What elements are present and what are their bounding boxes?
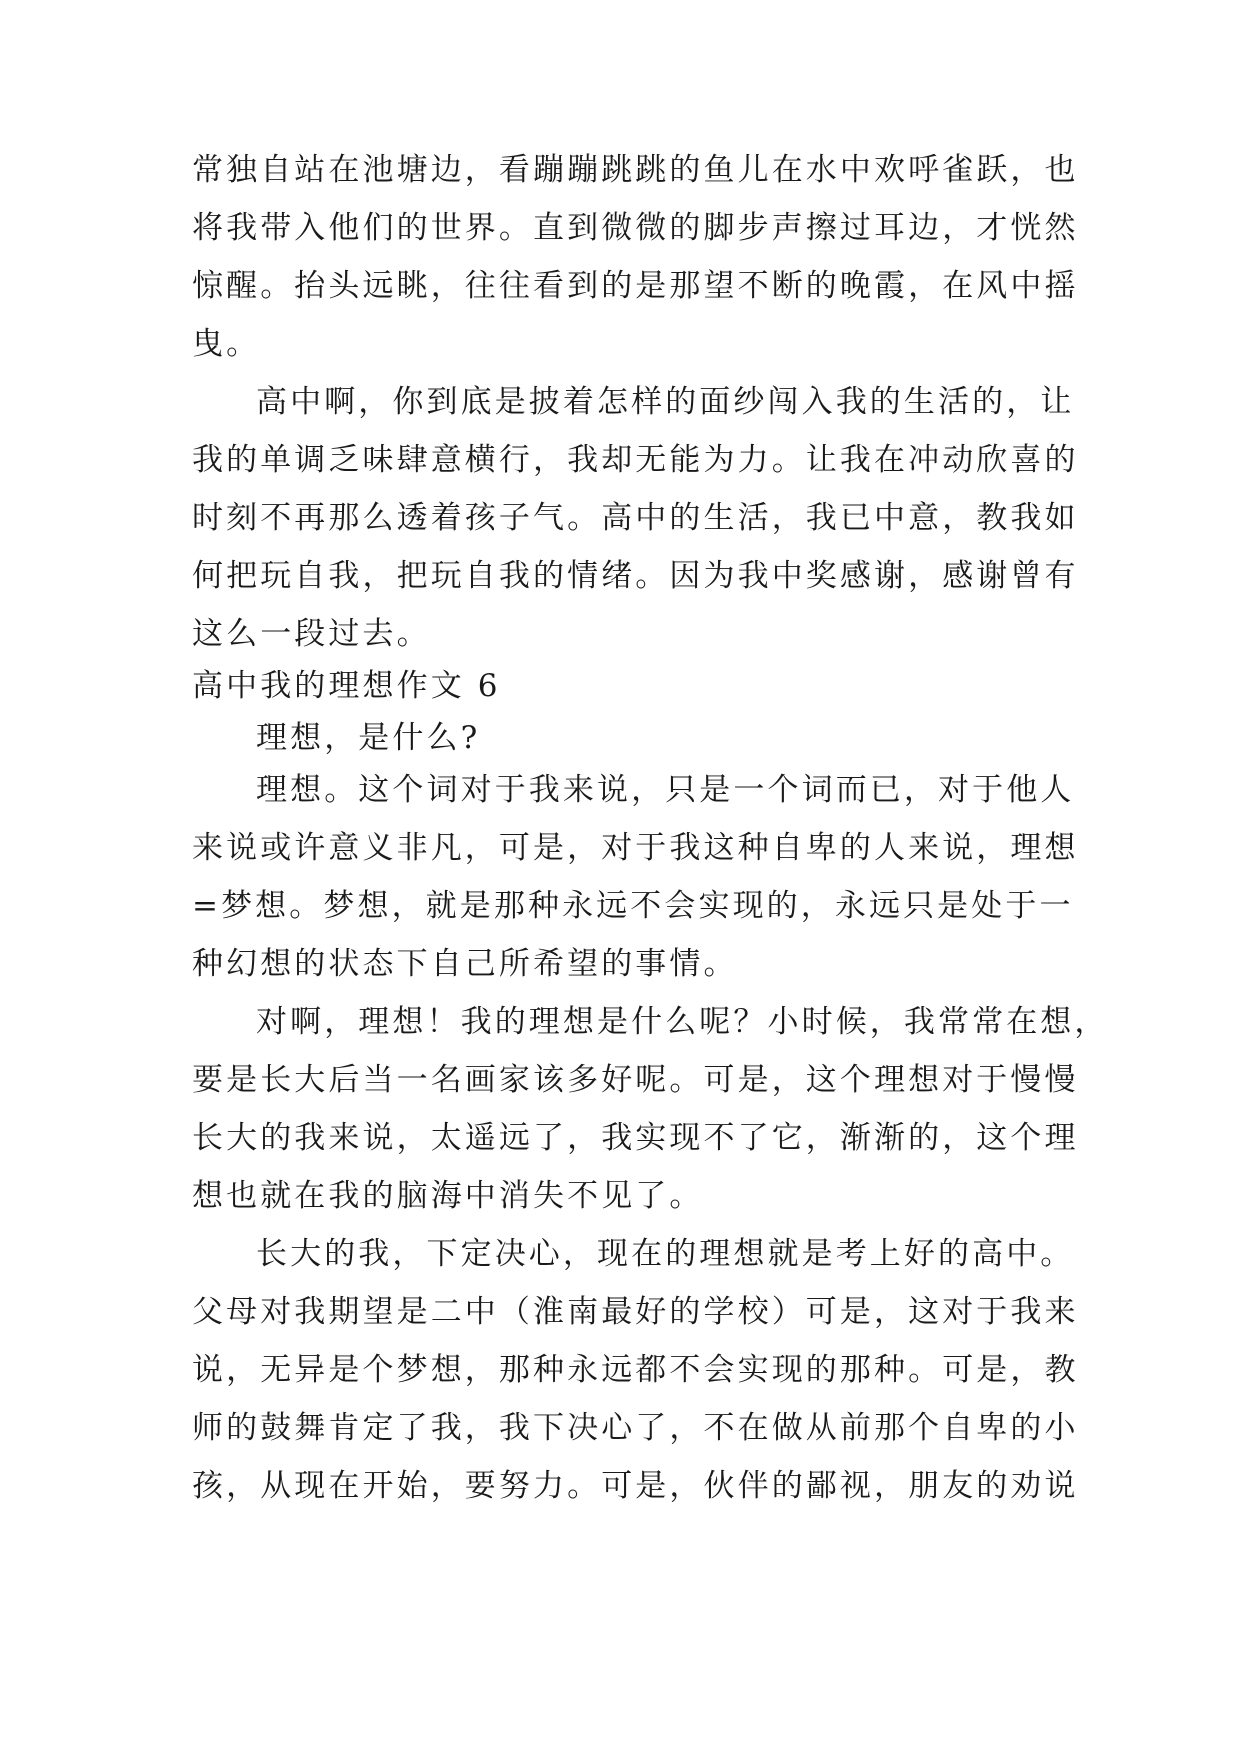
text-line: 将我带入他们的世界。直到微微的脚步声擦过耳边，才恍然 bbox=[192, 210, 1079, 246]
text-line: 曳。 bbox=[192, 326, 261, 362]
text-line: 种幻想的状态下自己所希望的事情。 bbox=[192, 946, 738, 982]
text-line: 想也就在我的脑海中消失不见了。 bbox=[192, 1178, 704, 1214]
text-line: 师的鼓舞肯定了我，我下决心了，不在做从前那个自卑的小 bbox=[192, 1410, 1079, 1446]
text-line: 要是长大后当一名画家该多好呢。可是，这个理想对于慢慢 bbox=[192, 1062, 1079, 1098]
text-line: 我的单调乏味肆意横行，我却无能为力。让我在冲动欣喜的 bbox=[192, 442, 1079, 478]
text-line: 何把玩自我，把玩自我的情绪。因为我中奖感谢，感谢曾有 bbox=[192, 558, 1079, 594]
text-line: =梦想。梦想，就是那种永远不会实现的，永远只是处于一 bbox=[192, 888, 1074, 924]
text-line: 惊醒。抬头远眺，往往看到的是那望不断的晚霞，在风中摇 bbox=[192, 268, 1079, 304]
section-heading: 高中我的理想作文 6 bbox=[192, 668, 501, 704]
text-line: 时刻不再那么透着孩子气。高中的生活，我已中意，教我如 bbox=[192, 500, 1079, 536]
paragraph-first-line: 理想，是什么? bbox=[256, 720, 481, 756]
paragraph-first-line: 理想。这个词对于我来说，只是一个词而已，对于他人 bbox=[256, 772, 1075, 808]
paragraph-first-line: 长大的我，下定决心，现在的理想就是考上好的高中。 bbox=[256, 1236, 1075, 1272]
text-line: 常独自站在池塘边，看蹦蹦跳跳的鱼儿在水中欢呼雀跃，也 bbox=[192, 152, 1079, 188]
text-line: 父母对我期望是二中（淮南最好的学校）可是，这对于我来 bbox=[192, 1294, 1079, 1330]
text-line: 长大的我来说，太遥远了，我实现不了它，渐渐的，这个理 bbox=[192, 1120, 1079, 1156]
paragraph-first-line: 对啊，理想！我的理想是什么呢？小时候，我常常在想， bbox=[256, 1004, 1109, 1040]
text-line: 这么一段过去。 bbox=[192, 616, 431, 652]
paragraph-first-line: 高中啊，你到底是披着怎样的面纱闯入我的生活的，让 bbox=[256, 384, 1075, 420]
text-line: 来说或许意义非凡，可是，对于我这种自卑的人来说，理想 bbox=[192, 830, 1079, 866]
text-line: 孩，从现在开始，要努力。可是，伙伴的鄙视，朋友的劝说 bbox=[192, 1468, 1079, 1504]
text-line: 说，无异是个梦想，那种永远都不会实现的那种。可是，教 bbox=[192, 1352, 1079, 1388]
